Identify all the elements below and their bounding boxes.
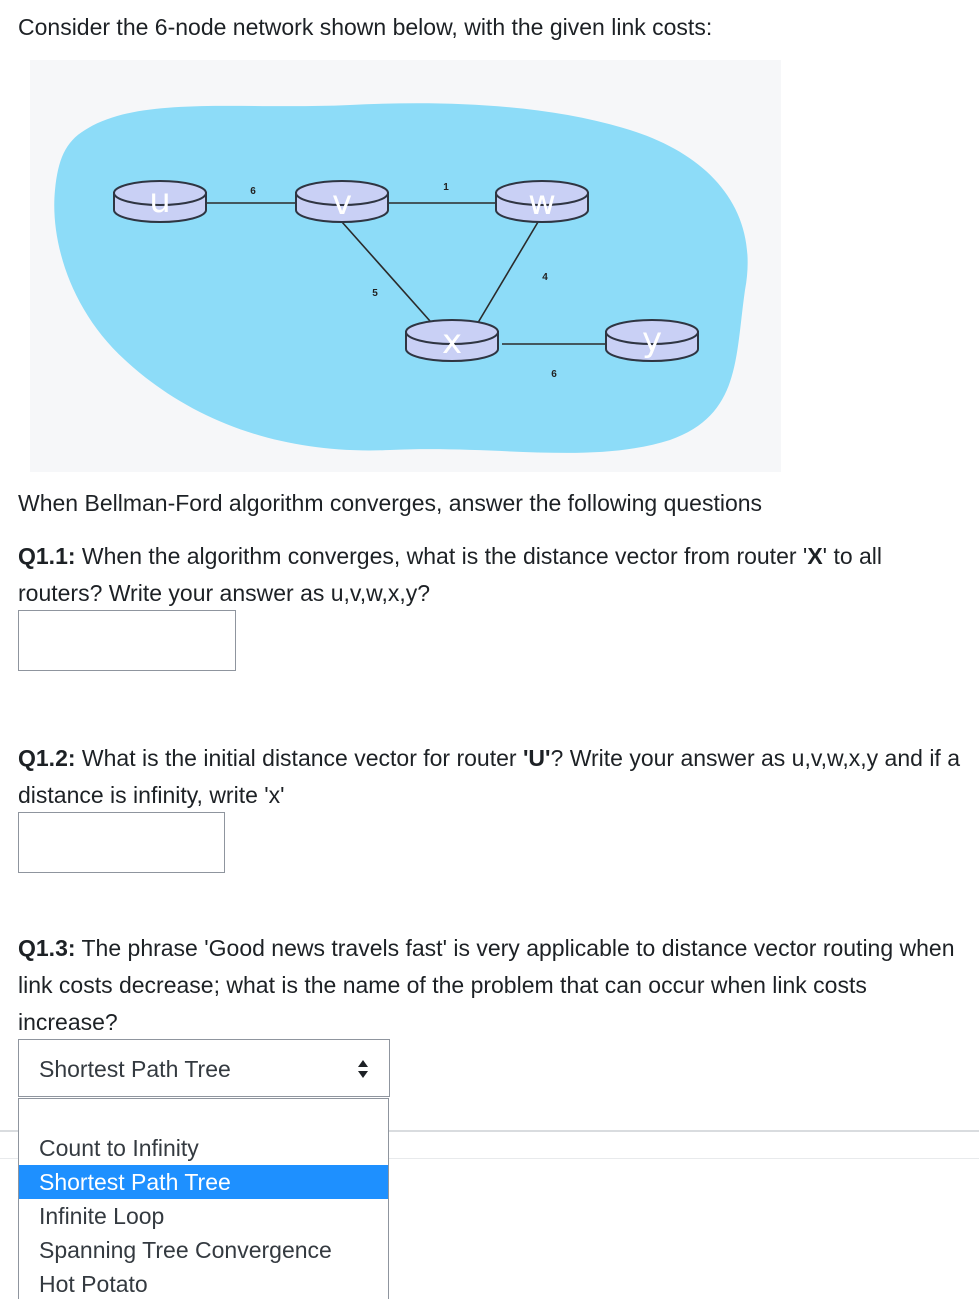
- cost-label-v-x: 5: [372, 288, 378, 299]
- option-hot-potato[interactable]: Hot Potato: [39, 1271, 148, 1297]
- question-2-label: Q1.2:: [18, 745, 76, 771]
- question-2-text-after: ? Write your answer as u,v,w,x,y and if a distance is infinity, write 'x': [18, 745, 961, 808]
- question-3-options-list: [18, 1098, 389, 1299]
- option-infinite-loop[interactable]: Infinite Loop: [39, 1203, 165, 1229]
- option-count-to-infinity[interactable]: Count to Infinity: [39, 1135, 199, 1161]
- question-2-text: [18, 740, 963, 814]
- network-diagram: [30, 60, 781, 472]
- option-spanning-tree-convergence[interactable]: Spanning Tree Convergence: [39, 1237, 332, 1263]
- question-3-selected-value: Shortest Path Tree: [39, 1056, 231, 1082]
- question-3-body: The phrase 'Good news travels fast' is very applicable to distance vector routing when link costs decrease; what is the name of the problem that can occur when link costs increase?: [18, 935, 955, 1035]
- router-w-label: w: [528, 183, 556, 223]
- cost-label-u-v: 6: [250, 186, 256, 197]
- network-cloud: [54, 103, 747, 453]
- option-shortest-path-tree[interactable]: Shortest Path Tree: [19, 1165, 388, 1199]
- router-y: [606, 320, 698, 361]
- router-x-label: x: [441, 322, 463, 362]
- intro-text: Consider the 6-node network shown below, with the given link costs:: [18, 14, 713, 40]
- router-x: [406, 320, 498, 362]
- question-1-text: [18, 538, 963, 612]
- question-1-answer-input[interactable]: [19, 611, 235, 670]
- question-3-label: Q1.3:: [18, 935, 76, 961]
- question-2-answer-box[interactable]: [18, 812, 225, 873]
- router-u-label: u: [149, 181, 171, 221]
- question-2-router: 'U': [522, 745, 551, 771]
- question-3-text: [18, 930, 963, 1041]
- question-1-router: X: [807, 543, 823, 569]
- instructions-text: When Bellman-Ford algorithm converges, answer the following questions: [18, 490, 763, 516]
- cost-label-x-y: 6: [551, 369, 557, 380]
- question-2-text-before: What is the initial distance vector for router: [75, 745, 523, 771]
- question-1-label: Q1.1:: [18, 543, 76, 569]
- router-w: [496, 181, 588, 223]
- router-y-label: y: [641, 320, 663, 360]
- question-1-answer-box[interactable]: [18, 610, 236, 671]
- question-1-text-before: When the algorithm converges, what is the distance vector from router ': [75, 543, 808, 569]
- cost-label-v-w: 1: [443, 182, 449, 193]
- cost-label-w-x: 4: [542, 272, 548, 283]
- question-1-text-after: ' to all routers? Write your answer as u,v,w,x,y?: [18, 543, 883, 606]
- router-u: [114, 181, 206, 222]
- router-v-label: v: [331, 183, 353, 223]
- question-3-select[interactable]: [18, 1039, 390, 1097]
- network-svg: [30, 60, 781, 472]
- updown-arrows-icon: [357, 1058, 369, 1080]
- router-v: [296, 181, 388, 223]
- question-2-answer-input[interactable]: [19, 813, 224, 872]
